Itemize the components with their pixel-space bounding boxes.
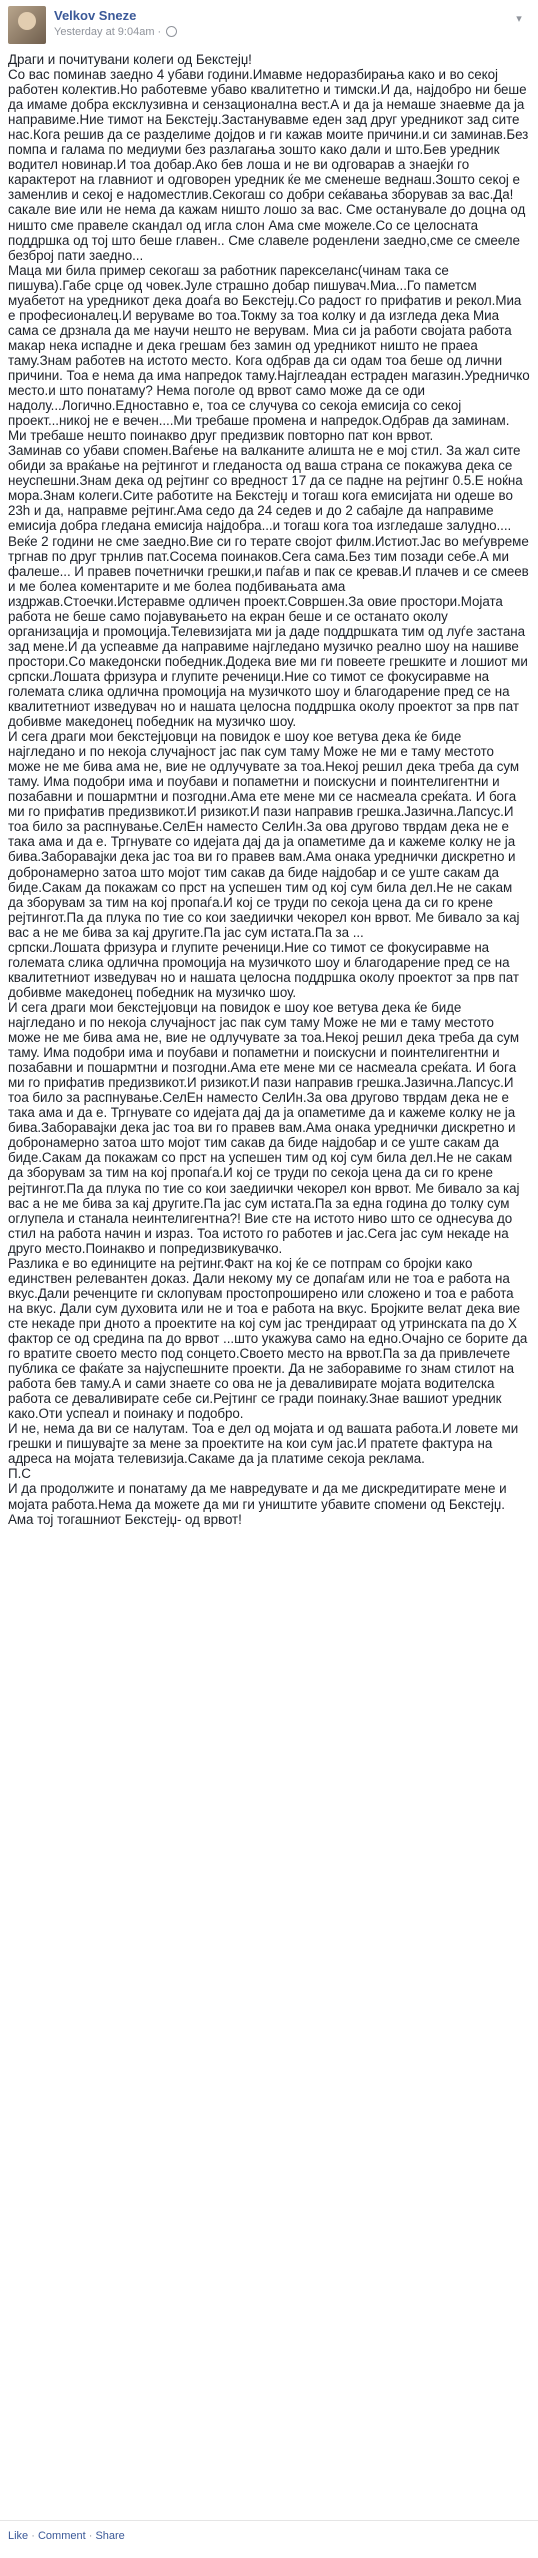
post-text: Драги и почитувани колеги од Бекстејџ! Со вас поминав заедно 4 убави години.Имавме недоразбирања како и во секој работен колектив.Но работевме убаво квалитетно и тимски.И да, најдобро ни беше да имаме добра ексклузивна и сензационална вест.А и да ја немаше знаевме да ја направиме.Ние тимот на Бекстејџ.Застанувавме еден зад друг уредникот зад сите нас.Кога решив да се разделиме дојдов и ги кажав моите причини.и си заминав.Без помпа и галама по медиуми без разлагања зошто како дали и што.Бев уредник водител новинар.И тоа добар.Ако бев лоша и не ви одговарав а знаејќи го карактерот на главниот и одговорен уредник ќе ме сменеше веднаш.Зошто секој е заменлив и секој е надоместлив.Секогаш со добри сеќавања зборував за вас.Да! сакале вие или не нема да кажам ништо лошо за вас. Сме останувале до доцна од ништо сме правеле скандал од игла слон Ама сме можеле.Со се целосната поддршка од тој што беше главен.. Сме славеле роденлени заедно,сме се смееле безброј пати заедно... Маца ми била пример секогаш за работник парекселанс(чинам така се пишува).Габе срце од човек.Јуле страшно добар пишувач.Миа...Го паметсм муабетот на уредникот дека доаѓа во Бекстејџ.Со радост го прифатив и рекол.Миа е професионалец.И веруваме во тоа.Токму за тоа колку и да изгледа дека Миа сама се дрзнала да ме научи нешто не верувам. Миа си ја работи својата работа макар нека испадне и дека грешам без замин од уредникот ништо не праеа таму.Знам работев на истото место. Кога одбрав да си одам тоа беше од лични причини. Тоа е нема да има напредок таму.Најглеадан естраден магазин.Уредничко место.и што понатаму? Нема поголе од врвот само може да се оди надолу...Логично.Едноставно е, тоа се случува со секоја емисија со секој проект...никој не е вечен....Ми требаше промена и напредок.Одбрав да заминам. Ми требаше нешто поинакво друг предизвик повторно пат кон врвот. Заминав со убави спомен.Ваѓење на валканите алишта не е мој стил. За жал сите обиди за враќање на рејтингот и гледаноста од ваша страна се покажува дека се неуспешни.Знам дека од рејтинг со вредност 17 да се падне на рејтинг 0.5.Е ноќна мора.Знам колеги.Сите работите на Бекстејџ и тогаш кога емисијата ни одеше во 23h и да, направме рејтинг.Ама седо да 24 седев и до 2 сабајле да направиме емисија добра гледана емисија најдобра...и тогаш кога тоа изгледаше залудно.... Веќе 2 години не сме заедно.Вие си го терате својот филм.Истиот.Јас во меѓувреме тргнав по друг трнлив пат.Сосема поинаков.Сега сама.Без тим позади себе.А ми фалеше... И правев почетнички грешки,и паѓав и пак се кревав.И плачев и се смеев и ме болеа коментарите и ме болеа подбивањата ама издржав.Стоечки.Истеравме одличен проект.Совршен.За овие простори.Мојата работа не беше само појавувањето на екран беше и се останато околу организација и промоција.Телевизијата ми ја даде поддршката тим од луѓе застана зад мене.И да успеавме да направиме најгледано музичко реално шоу на нашиве простори.Со македонски победник.Додека вие ми ги повеете грешките и лошиот ми српски.Лошата фризура и глупите реченици.Ние со тимот се фокусиравме на големата слика одлична промоција на музичкото шоу и благодарение пред се на квалитетниот изведувач но и нашата целосна поддршка околу проектот за прв пат добивме македонец победник на музичко шоу. И сега драги мои бекстејџовци на повидок е шоу кое ветува дека ќе биде најгледано и по некоја случајност јас пак сум таму Може не ми е таму местото може не ме бива ама не, вие не одлучувате за тоа.Некој решил дека треба да сум таму. Има подобри има и поубави и попаметни и поискусни и поинтелигентни и позабавни и пошармтни и позгодни.Ама ете мене ми се насмеала среќата. И богa ми го прифатив предизвикот.И ризикот.И пази направив грешка.Јазична.Лапсус.И тоа било за распнување.СелЕн наместо СелИн.За ова другово тврдам дека не е така ама и да е. Тргнувате со идејата дај да ја опаметиме да и кажеме колку не ја бива.Заборавајки дека јас тоа ви го правев вам.Ама онака уреднички дискретно и добронамерно затоа што мојот тим сакав да биде најдобар и се уште сакам да биде.Сакам да покажам со прст на успешен тим од кој сум била дел.Не не сакам да зборувам за тим на кој пропаѓа.И кој се труди по секоја цена да си го крене рејтингот.Па да плука по тие со кои заедиички чекорел кон врвот. Ме бивало за кај вас а не ме бива за кај другите.Па јас сум истата.Па за ... српски.Лошата фризура и глупите реченици.Ние со тимот се фокусиравме на големата слика одлична промоција на музичкото шоу и благодарение пред се на квалитетниот изведувач но и нашата целосна поддршка околу проектот за прв пат добивме македонец победник на музичко шоу. И сега драги мои бекстејџовци на повидок е шоу кое ветува дека ќе биде најгледано и по некоја случајност јас пак сум таму Може не ми е таму местото може не ме бива ама не, вие не одлучувате за тоа.Некој решил дека треба да сум таму. Има подобри има и поубави и попаметни и поискусни и поинтелигентни и позабавни и пошармтни и позгодни.Ама ете мене ми се насмеала среќата. И богa ми го прифатив предизвикот.И ризикот.И пази направив грешка.Јазична.Лапсус.И тоа било за распнување.СелЕн наместо СелИн.За ова другово тврдам дека не е така ама и да е. Тргнувате со идејата дај да ја опаметиме да и кажеме колку не ја бива.Заборавајки дека јас тоа ви го правев вам.Ама онака уреднички дискретно и добронамерно затоа што мојот тим сакав да биде најдобар и се уште сакам да биде.Сакам да покажам со прст на успешен тим од кој сум била дел.Не не сакам да зборувам за тим на кој пропаѓа.И кој се труди по секоја цена да си го крене рејтингот.Па да плука по тие со кои заедиички чекорел кон врвот. Ме бивало за кај вас а не ме бива за кај другите.Па јас сум истата.Па за една година до толку сум оглупела и станала неинтелигентна?! Вие сте на истото ниво што се однесува до стил на работа начин и израз. Тоа истото го работев и јас.Сега јас сум некаде на друго место.Поинакво и попредизвикувачко. Разлика е во единиците на рејтинг.Факт на кој ќе се потпрам со бројки како единствен релевантен доказ. Дали некому му се допаѓам или не тоа е работа на вкус.Дали реченците ги склопувам простопроширено или сложено и тоа е работа на вкус. Дали сум духовита или не и тоа е работа на вкус. Бројките велат дека вие сте некаде при дното а проектите на кој сум јас трендираат од утринската па до Х фактор се од средина па до врвот ...што укажува само на едно.Очајно се борите да го вратите своето место под сонцето.Своето место на врвот.Па за да привлечете публика се фаќате за најуспешните проекти. Да не заборавиме го знам стилот на работа бев таму.А и сами знаете со ова не ја деваливирате мојата водителска работа се деваливирате себе си.Рејтинг се гради поинаку.Знае вашиот уредник како.Оти успеал и поинаку и подобро. И не, нема да ви се налутам. Тоа е дел од мојата и од вашата работа.И ловете ми грешки и пишувајте за мене за проектите на кои сум јас.И пратете фактура на адреса на мојата телевизија.Сакаме да ја платиме секоја реклама. П.С И да продолжите и понатаму да ме навредувате и да ме дискредитирате мене и мојата работа.Нема да можете да ми ги уништите убавите спомени од Бекстејџ. Ама тој тогашниот Бекстејџ- од врвот! [8, 52, 530, 1527]
post-timestamp[interactable]: Yesterday at 9:04am [54, 26, 155, 38]
divider [0, 2520, 538, 2521]
meta-separator: · [154, 26, 165, 38]
like-link[interactable]: Like [8, 2530, 29, 2542]
comment-link[interactable]: Comment [37, 2530, 86, 2542]
chevron-down-icon[interactable]: ▾ [516, 13, 522, 25]
post-header [8, 6, 528, 48]
post-body [8, 52, 530, 2516]
share-link[interactable]: Share [95, 2530, 125, 2542]
author-avatar[interactable] [8, 6, 46, 44]
author-name[interactable]: Velkov Sneze [54, 8, 137, 23]
globe-icon[interactable] [166, 26, 177, 37]
post-meta [54, 26, 177, 38]
action-sep-1: · [28, 2530, 38, 2542]
post-actions [8, 2530, 125, 2542]
action-sep-2: · [85, 2530, 96, 2542]
